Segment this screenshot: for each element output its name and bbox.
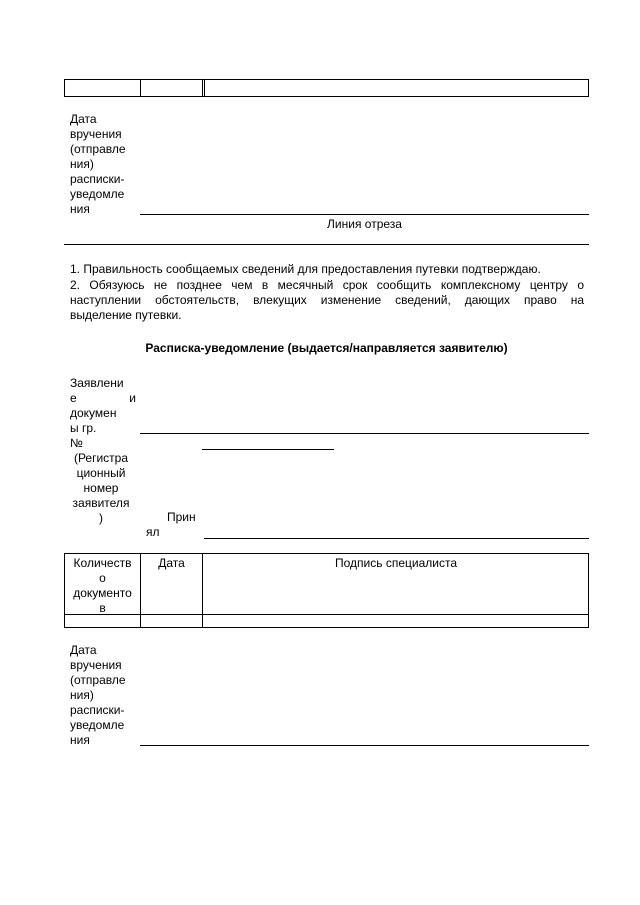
bottom-delivery-line: расписки- (70, 703, 125, 717)
table-col-date (141, 554, 203, 614)
top-delivery-line: расписки- (70, 172, 125, 186)
registration-line: ) (99, 511, 103, 525)
application-line: ы гр. (70, 421, 97, 435)
top-table-cell-2 (141, 80, 203, 96)
cut-line (64, 244, 589, 245)
registration-line: (Регистра (73, 451, 129, 465)
bottom-delivery-fill-line (140, 745, 589, 746)
application-line: Заявлени (70, 376, 124, 390)
bottom-delivery-line: (отправле (70, 673, 126, 687)
table-header-signature: Подпись специалиста (335, 556, 457, 570)
accepted-label-part2: ял (146, 525, 160, 539)
top-delivery-line: Дата (70, 112, 97, 126)
registration-number-label (66, 451, 136, 526)
table-header-quantity-line: о (99, 571, 106, 585)
statement-2-line-3: выделение путевки. (70, 308, 182, 322)
application-line-row (70, 391, 136, 406)
bottom-delivery-line: ния (70, 733, 90, 747)
statement-1: 1. Правильность сообщаемых сведений для предоставления путевки подтверждаю. (70, 262, 541, 276)
application-line: е (70, 391, 77, 405)
accepted-fill-line (204, 538, 589, 539)
top-delivery-line: вручения (70, 127, 122, 141)
top-table-cell-1 (65, 80, 141, 96)
registration-line: номер (83, 481, 119, 495)
top-delivery-fill-line (140, 214, 589, 215)
statement-2-line-1: 2. Обязуюсь не позднее чем в месячный срок сообщить комплексному центру о (70, 278, 584, 292)
registration-line: ционный (76, 466, 126, 480)
top-table-row (64, 79, 589, 97)
application-label (70, 376, 136, 451)
table-header-quantity-line: в (99, 601, 106, 615)
table-header-quantity-line: Количеств (73, 556, 132, 570)
table-header-quantity-line: документо (73, 586, 132, 600)
accepted-label-part1: Прин (167, 510, 196, 524)
bottom-delivery-line: ния) (70, 688, 94, 702)
top-delivery-line: (отправле (70, 142, 126, 156)
table-col-quantity (65, 554, 141, 614)
bottom-delivery-line: Дата (70, 643, 97, 657)
bottom-delivery-line: вручения (70, 658, 122, 672)
top-delivery-line: уведомле (70, 187, 125, 201)
top-delivery-label (70, 112, 140, 217)
top-delivery-line: ния (70, 202, 90, 216)
table-header-date: Дата (158, 556, 185, 570)
receipt-title: Расписка-уведомление (выдается/направляется заявителю) (145, 341, 508, 355)
application-line: № (70, 436, 83, 450)
application-fill-line (140, 433, 589, 434)
application-line: и (129, 391, 136, 405)
table-header-quantity (65, 554, 140, 616)
bottom-delivery-line: уведомле (70, 718, 125, 732)
top-table-cell-3 (203, 80, 205, 96)
registration-line: заявителя (72, 496, 130, 510)
bottom-delivery-label (70, 643, 140, 748)
receipt-table (64, 553, 589, 628)
table-data-cell-quantity (65, 614, 141, 627)
top-delivery-line: ния) (70, 157, 94, 171)
application-line: докумен (70, 406, 117, 420)
application-number-line (202, 449, 334, 450)
statement-2 (70, 278, 584, 323)
table-data-cell-date (141, 614, 203, 627)
cut-line-label: Линия отреза (327, 217, 402, 231)
statement-2-line-2: наступлении обстоятельств, влекущих изменение сведений, дающих право на (70, 293, 584, 307)
